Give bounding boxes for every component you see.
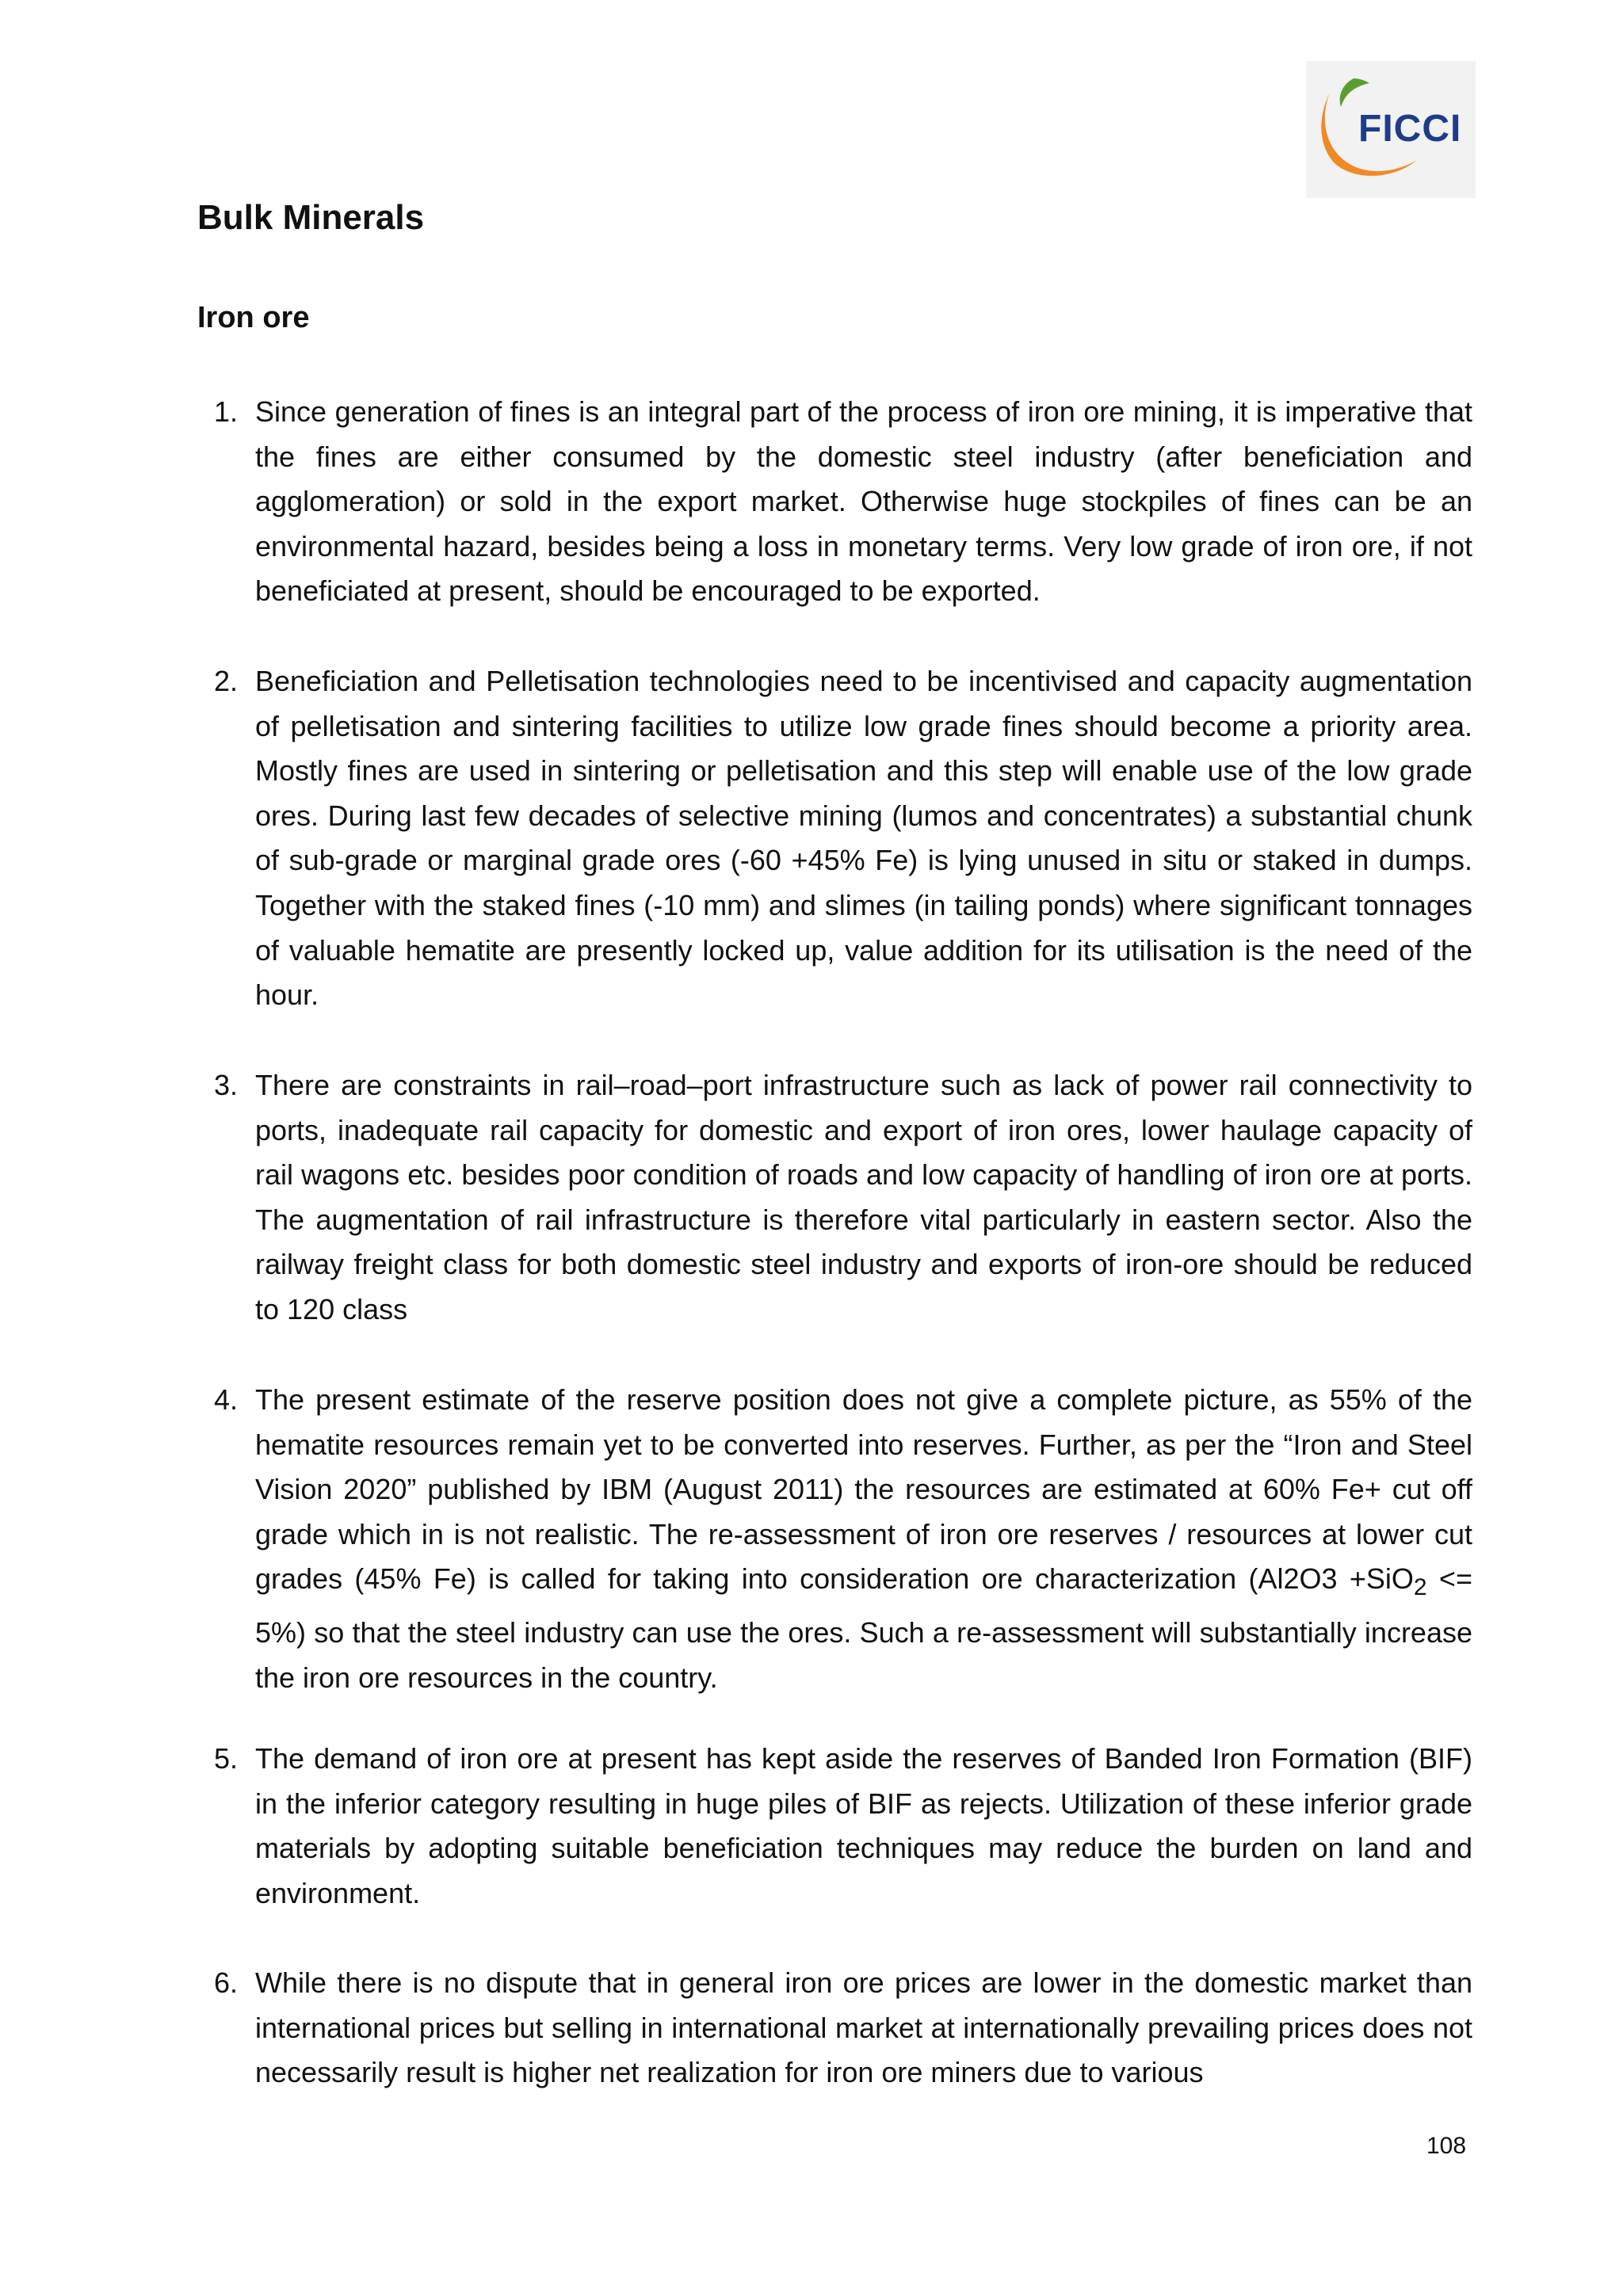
list-item: [214, 1961, 1472, 2096]
list-item: [214, 1063, 1472, 1333]
item-text: The demand of iron ore at present has kept aside the reserves of Banded Iron Formation (BIF) in the inferior category resulting in huge piles of BIF as rejects. Utilization of these inferior grade materials by adopting suitable beneficiation techniques may reduce the burden on land and environment.: [255, 1742, 1472, 1909]
item-text: There are constraints in rail–road–port infrastructure such as lack of power rail connectivity to ports, inadequate rail capacity for domestic and export of iron ores, lower haulage capacity of rail wagons etc. besides poor condition of roads and low capacity of handling of iron ore at ports. The augmentation of rail infrastructure is therefore vital particularly in eastern sector. Also the railway freight class for both domestic steel industry and exports of iron-ore should be reduced to 120 class: [255, 1069, 1472, 1325]
list-item: [214, 390, 1472, 614]
subscript: 2: [1413, 1574, 1427, 1601]
item-number: 5.: [214, 1742, 239, 1775]
list-item: [214, 659, 1472, 1018]
item-text: Since generation of fines is an integral part of the process of iron ore mining, it is imperative that the fines are either consumed by the domestic steel industry (after beneficiation and agglomeration) or sold in the export market. Otherwise huge stockpiles of fines can be an environmental hazard, besides being a loss in monetary terms. Very low grade of iron ore, if not beneficiated at present, should be encouraged to be exported.: [255, 395, 1472, 608]
item-number: 2.: [214, 665, 239, 697]
list-item: [214, 1378, 1472, 1700]
logo-text: FICCI: [1358, 108, 1462, 150]
page-number: 108: [1426, 2133, 1467, 2159]
item-number: 4.: [214, 1383, 239, 1416]
item-text-part: The present estimate of the reserve position does not give a complete picture, as 55% of the hematite resources remain yet to be converted into reserves. Further, as per the “Iron and Steel Vision 2020” published by IBM (August 2011) the resources are estimated at 60% Fe+ cut off grade which in is not realistic. The re-assessment of iron ore reserves / resources at lower cut grades (45% Fe) is called for taking into consideration ore characterization (Al2O3 +SiO: [255, 1383, 1472, 1596]
list-item: [214, 1737, 1472, 1916]
item-text: While there is no dispute that in general iron ore prices are lower in the domestic market than international prices but selling in international market at internationally prevailing prices does not necessarily result is higher net realization for iron ore miners due to various: [255, 1966, 1472, 2089]
item-text: [255, 1383, 1472, 1694]
section-heading: Iron ore: [197, 301, 310, 334]
item-number: 3.: [214, 1069, 239, 1101]
page-title: Bulk Minerals: [197, 198, 425, 237]
ficci-logo: [1306, 61, 1476, 198]
item-text-part: <= 5%) so that the steel industry can use the ores. Such a re-assessment will substantially increase the iron ore resources in the country.: [255, 1562, 1472, 1694]
item-text: Beneficiation and Pelletisation technologies need to be incentivised and capacity augmentation of pelletisation and sintering facilities to utilize low grade fines should become a priority area. Mostly fines are used in sintering or pelletisation and this step will enable use of the low grade ores. During last few decades of selective mining (lumos and concentrates) a substantial chunk of sub-grade or marginal grade ores (-60 +45% Fe) is lying unused in situ or staked in dumps. Together with the staked fines (-10 mm) and slimes (in tailing ponds) where significant tonnages of valuable hematite are presently locked up, value addition for its utilisation is the need of the hour.: [255, 665, 1472, 1012]
item-number: 6.: [214, 1966, 239, 1999]
item-number: 1.: [214, 395, 239, 428]
